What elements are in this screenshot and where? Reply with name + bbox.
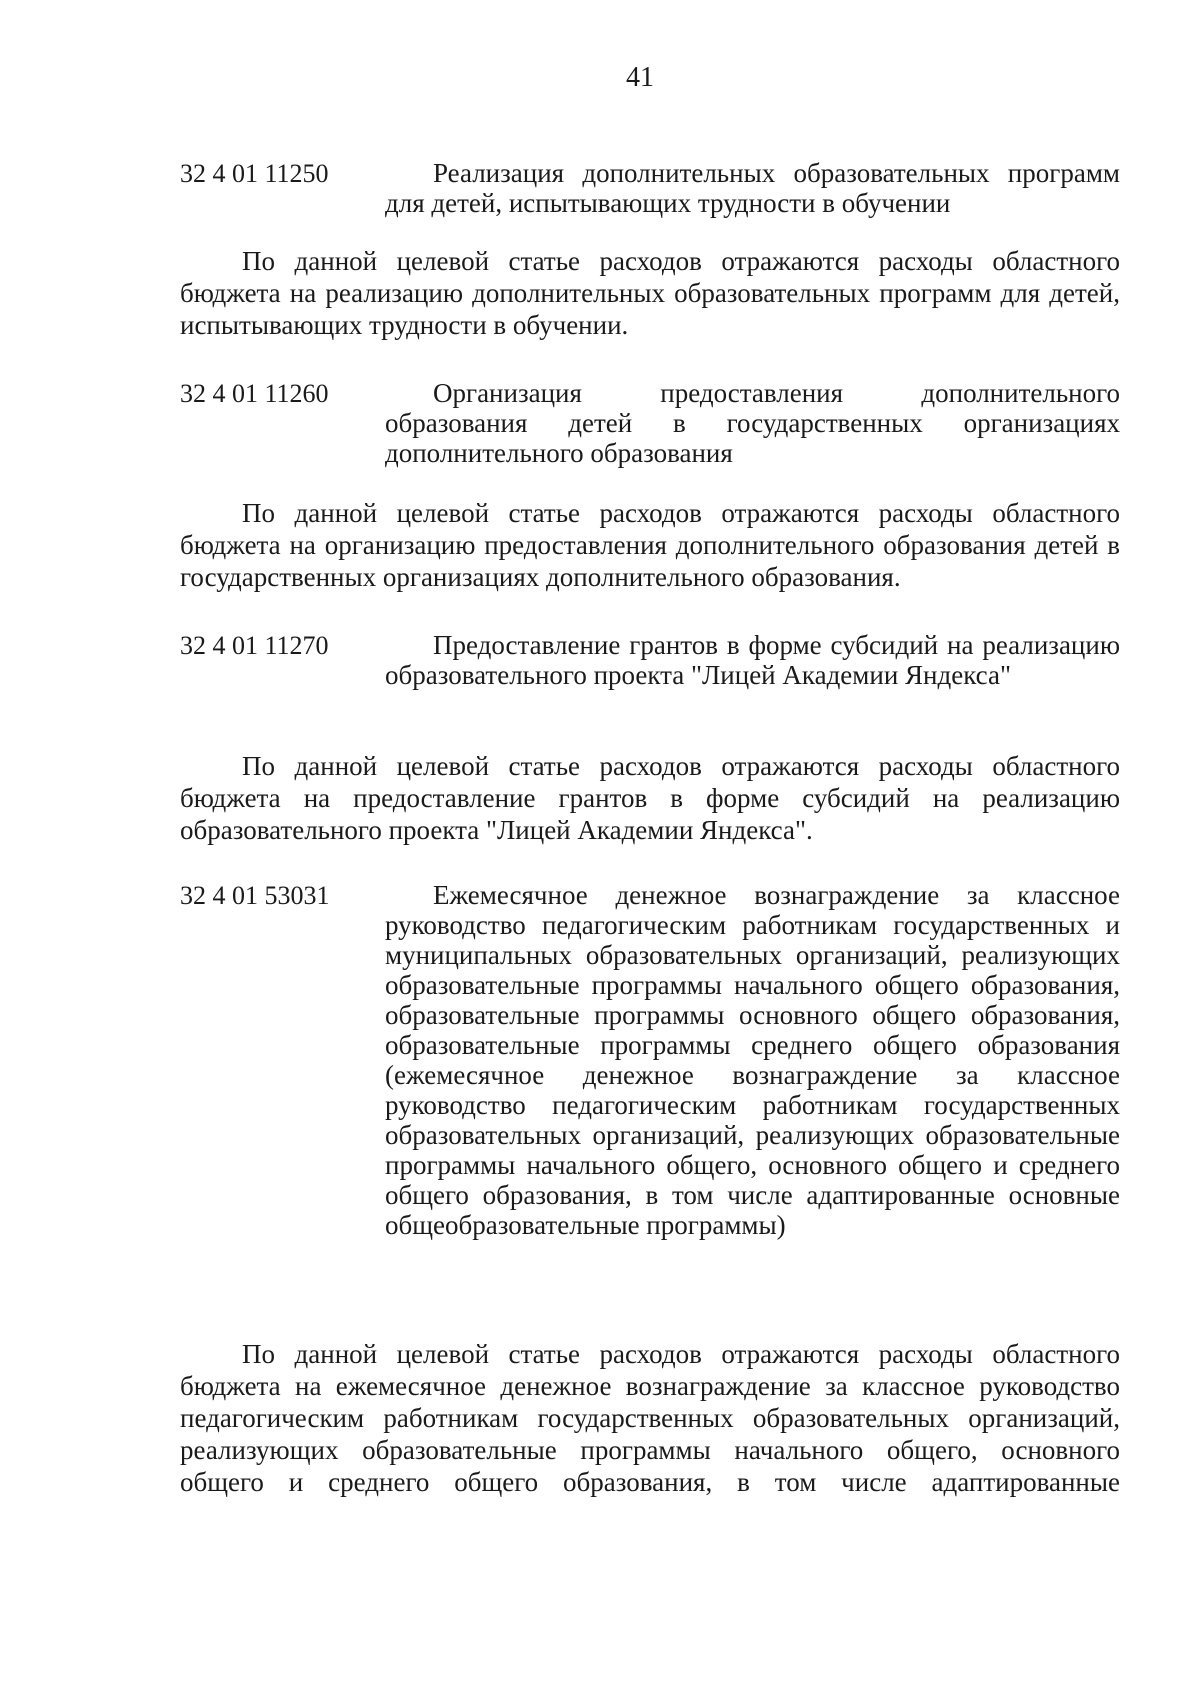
budget-entry-description: По данной целевой статье расходов отражаются расходы областного бюджета на реализацию дополнительных образовательных программ для детей, испытывающих трудности в обучении. bbox=[180, 246, 1120, 340]
budget-code: 32 4 01 11270 bbox=[180, 631, 329, 660]
budget-entry bbox=[180, 630, 1120, 690]
budget-entry-title: Реализация дополнительных образовательных программ для детей, испытывающих трудности в обучении bbox=[385, 158, 1120, 218]
budget-entry-description: По данной целевой статье расходов отражаются расходы областного бюджета на организацию предоставления дополнительного образования детей в государственных организациях дополнительного образования. bbox=[180, 498, 1120, 592]
budget-entry bbox=[180, 880, 1120, 1240]
budget-entry-description: По данной целевой статье расходов отражаются расходы областного бюджета на предоставление грантов в форме субсидий на реализацию образовательного проекта "Лицей Академии Яндекса". bbox=[180, 751, 1120, 845]
page-number: 41 bbox=[626, 62, 654, 93]
budget-entry-title: Организация предоставления дополнительного образования детей в государственных организациях дополнительного образования bbox=[385, 378, 1120, 468]
budget-entry-title: Предоставление грантов в форме субсидий на реализацию образовательного проекта "Лицей Академии Яндекса" bbox=[385, 630, 1120, 690]
budget-entry bbox=[180, 378, 1120, 468]
budget-code: 32 4 01 11260 bbox=[180, 379, 329, 408]
budget-entry-description: По данной целевой статье расходов отражаются расходы областного бюджета на ежемесячное денежное вознаграждение за классное руководство педагогическим работникам государственных образовательных организаций, реализующих образовательные программы начального общего, основного общего и среднего общего образования, в том числе адаптированные bbox=[180, 1339, 1120, 1497]
budget-code: 32 4 01 53031 bbox=[180, 881, 330, 910]
budget-code: 32 4 01 11250 bbox=[180, 159, 329, 188]
budget-entry bbox=[180, 158, 1120, 218]
budget-entry-title: Ежемесячное денежное вознаграждение за классное руководство педагогическим работникам государственных и муниципальных образовательных организаций, реализующих образовательные программы начального общего образования, образовательные программы основного общего образования, образовательные программы среднего общего образования (ежемесячное денежное вознаграждение за классное руководство педагогическим работникам государственных образовательных организаций, реализующих образовательные программы начального общего, основного общего и среднего общего образования, в том числе адаптированные основные общеобразовательные программы) bbox=[385, 880, 1120, 1240]
